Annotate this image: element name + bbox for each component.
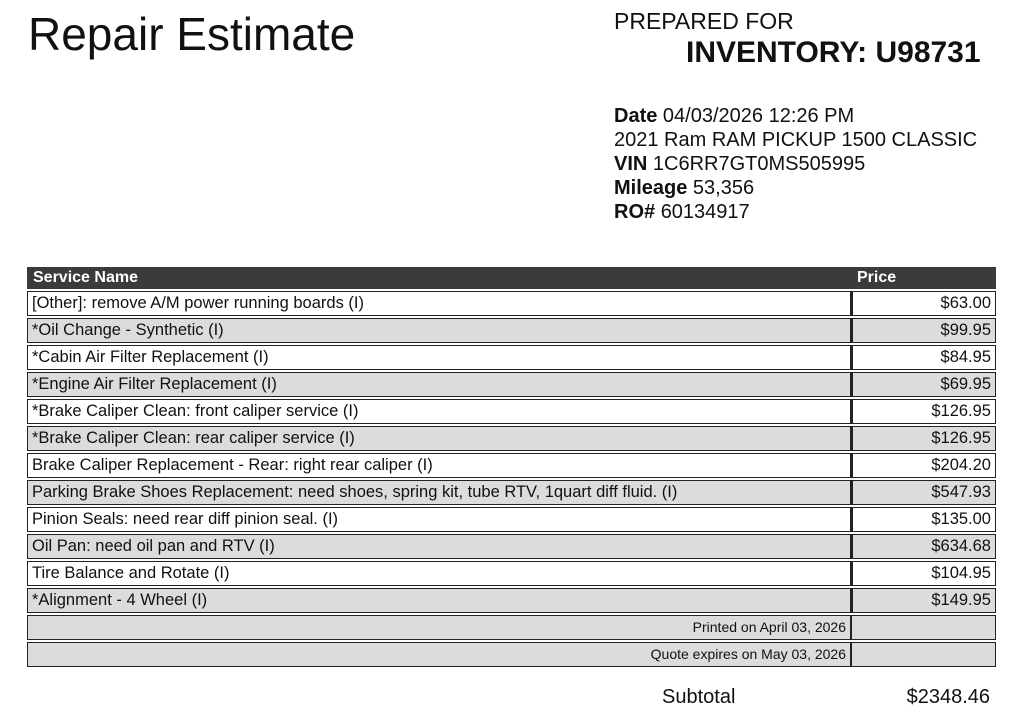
date-label: Date: [614, 105, 658, 127]
service-name: *Oil Change - Synthetic (I): [27, 318, 851, 343]
service-name: Tire Balance and Rotate (I): [27, 561, 851, 586]
service-price: $634.68: [851, 534, 996, 559]
date-value: 04/03/2026 12:26 PM: [662, 105, 855, 127]
table-header-row: [27, 267, 996, 289]
service-price: $204.20: [851, 453, 996, 478]
service-name: Pinion Seals: need rear diff pinion seal. (I): [27, 507, 851, 532]
table-row: [27, 345, 996, 370]
service-name: *Brake Caliper Clean: rear caliper service (I): [27, 426, 851, 451]
table-row: [27, 561, 996, 586]
printed-on-text: Printed on April 03, 2026: [27, 615, 851, 640]
prepared-for-label: PREPARED FOR: [614, 8, 794, 34]
service-price: $69.95: [851, 372, 996, 397]
vin-label: VIN: [614, 153, 648, 175]
vehicle-info: [614, 104, 977, 224]
vin-value: 1C6RR7GT0MS505995: [652, 153, 866, 175]
price-header: Price: [851, 267, 996, 289]
quote-expires-text: Quote expires on May 03, 2026: [27, 642, 851, 667]
table-row: [27, 480, 996, 505]
service-name: *Cabin Air Filter Replacement (I): [27, 345, 851, 370]
table-row: [27, 318, 996, 343]
service-name: Parking Brake Shoes Replacement: need shoes, spring kit, tube RTV, 1quart diff fluid. (I): [27, 480, 851, 505]
table-row: [27, 372, 996, 397]
document-title: Repair Estimate: [28, 8, 356, 60]
service-price: $84.95: [851, 345, 996, 370]
service-name-header: Service Name: [27, 267, 851, 289]
service-price: $547.93: [851, 480, 996, 505]
service-name: Oil Pan: need oil pan and RTV (I): [27, 534, 851, 559]
table-row: [27, 588, 996, 613]
service-price: $149.95: [851, 588, 996, 613]
inventory-number: INVENTORY: U98731: [686, 36, 981, 69]
service-price: $126.95: [851, 426, 996, 451]
service-name: *Alignment - 4 Wheel (I): [27, 588, 851, 613]
service-price: $63.00: [851, 291, 996, 316]
subtotal-label: Subtotal: [662, 686, 736, 708]
table-row: [27, 426, 996, 451]
quote-expires-price-cell: [851, 642, 996, 667]
quote-expires-row: [27, 642, 996, 667]
table-row: [27, 399, 996, 424]
ro-label: RO#: [614, 201, 656, 223]
services-table: [27, 265, 996, 669]
ro-value: 60134917: [660, 201, 750, 223]
cut-off-total-row: [662, 713, 990, 721]
mileage-value: 53,356: [692, 177, 755, 199]
vin-row: [614, 152, 977, 176]
printed-on-price-cell: [851, 615, 996, 640]
table-row: [27, 507, 996, 532]
table-row: [27, 291, 996, 316]
service-name: [Other]: remove A/M power running boards (I): [27, 291, 851, 316]
service-price: $126.95: [851, 399, 996, 424]
date-row: [614, 104, 977, 128]
service-price: $99.95: [851, 318, 996, 343]
mileage-row: [614, 176, 977, 200]
vehicle-model: 2021 Ram RAM PICKUP 1500 CLASSIC: [614, 129, 978, 151]
service-name: *Brake Caliper Clean: front caliper service (I): [27, 399, 851, 424]
subtotal-value: $2348.46: [906, 686, 990, 708]
mileage-label: Mileage: [614, 177, 688, 199]
ro-row: [614, 200, 977, 224]
service-name: *Engine Air Filter Replacement (I): [27, 372, 851, 397]
printed-on-row: [27, 615, 996, 640]
table-row: [27, 534, 996, 559]
table-row: [27, 453, 996, 478]
service-name: Brake Caliper Replacement - Rear: right rear caliper (I): [27, 453, 851, 478]
service-price: $104.95: [851, 561, 996, 586]
service-price: $135.00: [851, 507, 996, 532]
